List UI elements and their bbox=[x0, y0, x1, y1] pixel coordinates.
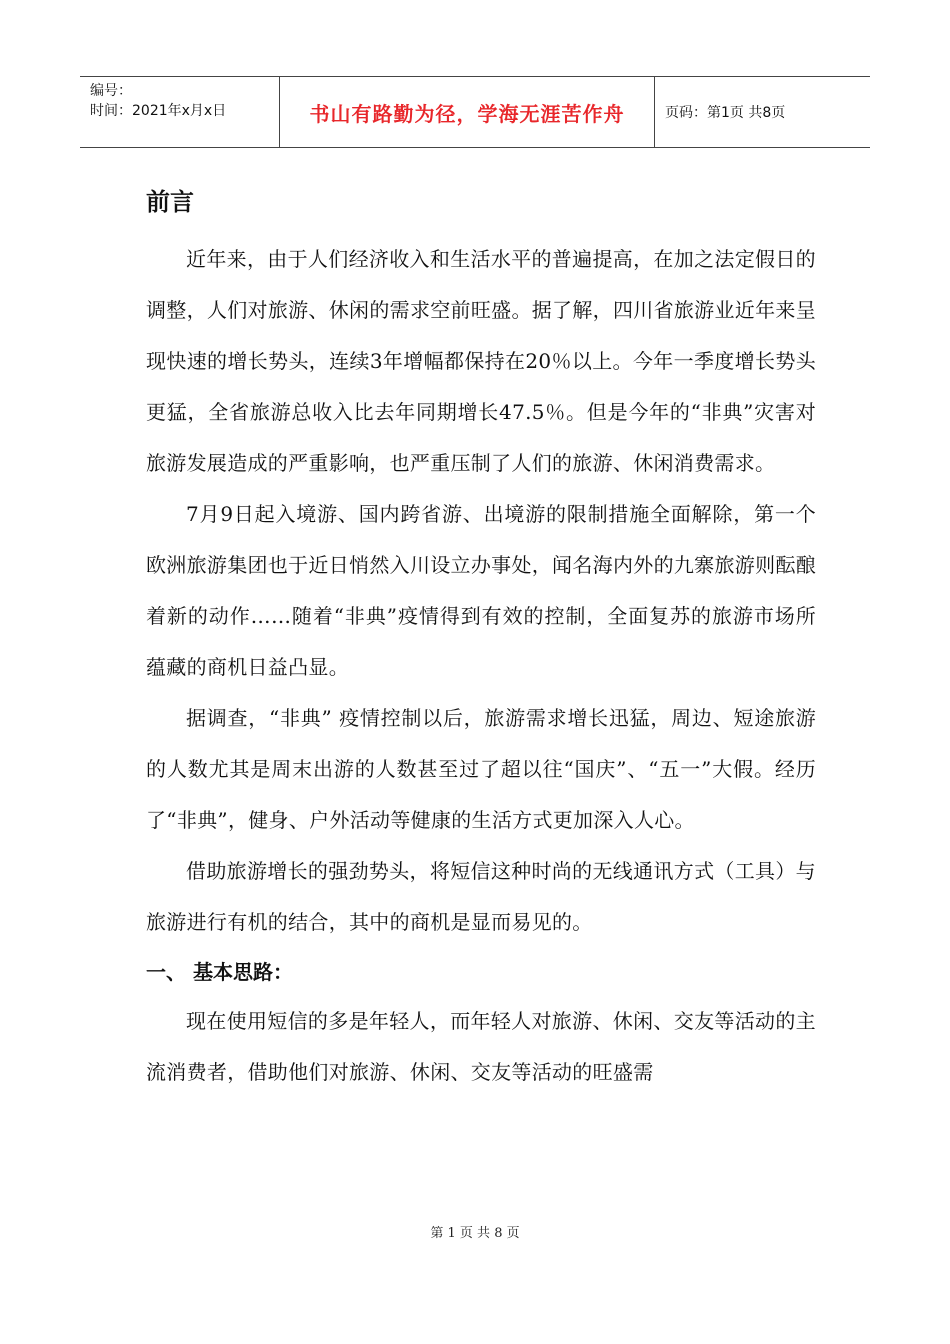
section-1-heading: 一、 基本思路： bbox=[146, 960, 293, 984]
header-meta bbox=[80, 77, 280, 147]
preface-paragraph-4: 借助旅游增长的强劲势头，将短信这种时尚的无线通讯方式（工具）与旅游进行有机的结合，其中的商机是显而易见的。 bbox=[146, 859, 816, 934]
preface-heading: 前言 bbox=[146, 188, 194, 216]
preface-paragraph-1: 近年来，由于人们经济收入和生活水平的普遍提高，在加之法定假日的调整，人们对旅游、休闲的需求空前旺盛。据了解，四川省旅游业近年来呈现快速的增长势头，连续3年增幅都保持在20％以上。今年一季度增长势头更猛，全省旅游总收入比去年同期增长47.5％。但是今年的“非典”灾害对旅游发展造成的严重影响，也严重压制了人们的旅游、休闲消费需求。 bbox=[146, 247, 816, 475]
document-number-label: 编号： bbox=[90, 83, 132, 99]
page-footer: 第 1 页 共 8 页 bbox=[430, 1226, 520, 1241]
section-1-paragraph: 现在使用短信的多是年轻人，而年轻人对旅游、休闲、交友等活动的主流消费者，借助他们对旅游、休闲、交友等活动的旺盛需 bbox=[146, 1009, 816, 1084]
header-motto: 书山有路勤为径，学海无涯苦作舟 bbox=[280, 77, 655, 147]
page-header bbox=[80, 76, 870, 148]
document-time-label: 时间：2021年x月x日 bbox=[90, 103, 227, 119]
preface-paragraph-2: 7月9日起入境游、国内跨省游、出境游的限制措施全面解除，第一个欧洲旅游集团也于近日悄然入川设立办事处，闻名海内外的九寨旅游则酝酿着新的动作……随着“非典”疫情得到有效的控制，全面复苏的旅游市场所蕴藏的商机日益凸显。 bbox=[146, 502, 816, 679]
preface-paragraph-3: 据调查，“非典” 疫情控制以后，旅游需求增长迅猛，周边、短途旅游的人数尤其是周末出游的人数甚至过了超以往“国庆”、“五一”大假。经历了“非典”，健身、户外活动等健康的生活方式更加深入人心。 bbox=[146, 706, 816, 832]
header-page-number: 页码：第1页 共8页 bbox=[665, 105, 786, 121]
document-body bbox=[146, 180, 816, 1098]
